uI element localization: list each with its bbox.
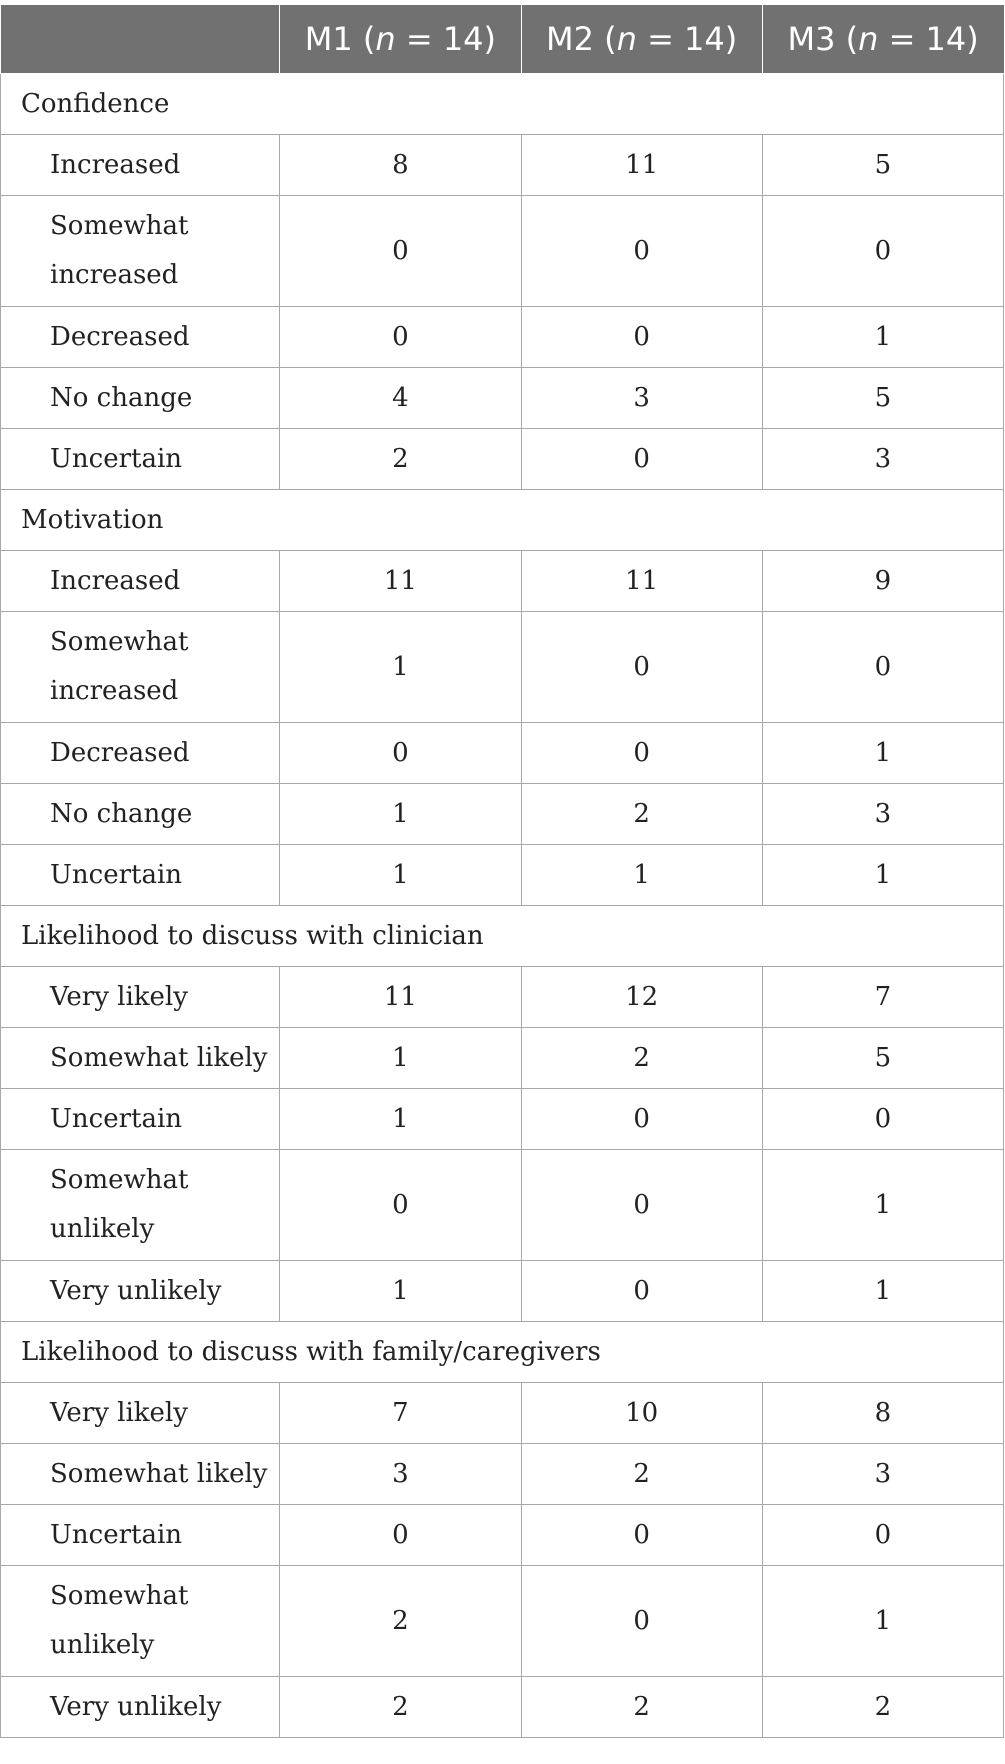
section-title: Confidence bbox=[1, 74, 1004, 135]
cell-m1: 2 bbox=[280, 429, 521, 490]
header-m2-n: n bbox=[616, 20, 637, 58]
row-label: Uncertain bbox=[1, 429, 280, 490]
header-row bbox=[1, 5, 1004, 74]
table-row bbox=[1, 612, 1004, 723]
row-label: Somewhat unlikely bbox=[1, 1150, 280, 1261]
table-row bbox=[1, 845, 1004, 906]
row-label: Very unlikely bbox=[1, 1677, 280, 1738]
table-row bbox=[1, 1383, 1004, 1444]
cell-m3: 7 bbox=[762, 967, 1003, 1028]
cell-m3: 5 bbox=[762, 368, 1003, 429]
table-row bbox=[1, 1677, 1004, 1738]
cell-m3: 3 bbox=[762, 1444, 1003, 1505]
cell-m3: 1 bbox=[762, 1566, 1003, 1677]
table-row bbox=[1, 135, 1004, 196]
header-blank-cell bbox=[1, 5, 280, 74]
row-label: Somewhat increased bbox=[1, 196, 280, 307]
header-m2-prefix: M2 ( bbox=[545, 20, 617, 58]
header-m1-suffix: = 14) bbox=[395, 20, 497, 58]
table-row bbox=[1, 967, 1004, 1028]
cell-m1: 0 bbox=[280, 723, 521, 784]
table-row bbox=[1, 368, 1004, 429]
cell-m2: 0 bbox=[521, 1089, 762, 1150]
cell-m3: 0 bbox=[762, 196, 1003, 307]
cell-m3: 1 bbox=[762, 845, 1003, 906]
header-m3-suffix: = 14) bbox=[878, 20, 979, 58]
table-row bbox=[1, 1261, 1004, 1322]
cell-m1: 11 bbox=[280, 551, 521, 612]
table-row bbox=[1, 307, 1004, 368]
row-label: Uncertain bbox=[1, 1089, 280, 1150]
header-m2 bbox=[521, 5, 762, 74]
cell-m2: 0 bbox=[521, 723, 762, 784]
header-m3-prefix: M3 ( bbox=[787, 20, 859, 58]
section-row-confidence bbox=[1, 74, 1004, 135]
cell-m2: 0 bbox=[521, 1505, 762, 1566]
table-row bbox=[1, 196, 1004, 307]
section-row-clinician bbox=[1, 906, 1004, 967]
cell-m1: 2 bbox=[280, 1566, 521, 1677]
cell-m3: 1 bbox=[762, 1261, 1003, 1322]
row-label: Uncertain bbox=[1, 845, 280, 906]
row-label: No change bbox=[1, 784, 280, 845]
cell-m2: 2 bbox=[521, 1444, 762, 1505]
cell-m2: 1 bbox=[521, 845, 762, 906]
cell-m1: 1 bbox=[280, 1261, 521, 1322]
cell-m1: 1 bbox=[280, 1028, 521, 1089]
table-row bbox=[1, 1028, 1004, 1089]
cell-m3: 3 bbox=[762, 429, 1003, 490]
cell-m1: 1 bbox=[280, 612, 521, 723]
cell-m3: 0 bbox=[762, 612, 1003, 723]
cell-m1: 1 bbox=[280, 845, 521, 906]
row-label: Somewhat unlikely bbox=[1, 1566, 280, 1677]
row-label: Decreased bbox=[1, 723, 280, 784]
cell-m1: 8 bbox=[280, 135, 521, 196]
section-title: Likelihood to discuss with family/caregivers bbox=[1, 1322, 1004, 1383]
cell-m3: 9 bbox=[762, 551, 1003, 612]
row-label: Increased bbox=[1, 135, 280, 196]
table-row bbox=[1, 723, 1004, 784]
cell-m3: 5 bbox=[762, 1028, 1003, 1089]
row-label: No change bbox=[1, 368, 280, 429]
row-label: Increased bbox=[1, 551, 280, 612]
table-row bbox=[1, 429, 1004, 490]
header-m1-n: n bbox=[375, 20, 396, 58]
cell-m3: 1 bbox=[762, 723, 1003, 784]
header-m3-n: n bbox=[858, 20, 879, 58]
section-title: Motivation bbox=[1, 490, 1004, 551]
cell-m2: 11 bbox=[521, 135, 762, 196]
cell-m3: 0 bbox=[762, 1505, 1003, 1566]
cell-m1: 3 bbox=[280, 1444, 521, 1505]
table-row bbox=[1, 551, 1004, 612]
table-row bbox=[1, 1505, 1004, 1566]
section-title: Likelihood to discuss with clinician bbox=[1, 906, 1004, 967]
cell-m2: 2 bbox=[521, 784, 762, 845]
cell-m2: 2 bbox=[521, 1028, 762, 1089]
table-row bbox=[1, 1566, 1004, 1677]
cell-m2: 0 bbox=[521, 612, 762, 723]
section-row-motivation bbox=[1, 490, 1004, 551]
table-row bbox=[1, 1150, 1004, 1261]
cell-m1: 1 bbox=[280, 784, 521, 845]
cell-m3: 0 bbox=[762, 1089, 1003, 1150]
cell-m1: 0 bbox=[280, 196, 521, 307]
cell-m2: 0 bbox=[521, 429, 762, 490]
header-m1 bbox=[280, 5, 521, 74]
row-label: Somewhat likely bbox=[1, 1444, 280, 1505]
row-label: Somewhat likely bbox=[1, 1028, 280, 1089]
table-row bbox=[1, 784, 1004, 845]
cell-m2: 2 bbox=[521, 1677, 762, 1738]
table-row bbox=[1, 1089, 1004, 1150]
cell-m2: 0 bbox=[521, 1566, 762, 1677]
row-label: Very likely bbox=[1, 967, 280, 1028]
row-label: Very likely bbox=[1, 1383, 280, 1444]
cell-m1: 2 bbox=[280, 1677, 521, 1738]
cell-m1: 11 bbox=[280, 967, 521, 1028]
cell-m1: 0 bbox=[280, 307, 521, 368]
cell-m1: 1 bbox=[280, 1089, 521, 1150]
cell-m2: 0 bbox=[521, 307, 762, 368]
cell-m1: 4 bbox=[280, 368, 521, 429]
cell-m2: 12 bbox=[521, 967, 762, 1028]
cell-m2: 11 bbox=[521, 551, 762, 612]
header-m2-suffix: = 14) bbox=[636, 20, 738, 58]
cell-m1: 7 bbox=[280, 1383, 521, 1444]
row-label: Decreased bbox=[1, 307, 280, 368]
cell-m2: 10 bbox=[521, 1383, 762, 1444]
header-m1-prefix: M1 ( bbox=[304, 20, 376, 58]
cell-m2: 3 bbox=[521, 368, 762, 429]
cell-m2: 0 bbox=[521, 196, 762, 307]
row-label: Uncertain bbox=[1, 1505, 280, 1566]
row-label: Very unlikely bbox=[1, 1261, 280, 1322]
cell-m3: 5 bbox=[762, 135, 1003, 196]
cell-m3: 1 bbox=[762, 307, 1003, 368]
section-row-family bbox=[1, 1322, 1004, 1383]
cell-m2: 0 bbox=[521, 1150, 762, 1261]
cell-m3: 3 bbox=[762, 784, 1003, 845]
results-table bbox=[0, 5, 1004, 1738]
table-row bbox=[1, 1444, 1004, 1505]
cell-m3: 1 bbox=[762, 1150, 1003, 1261]
cell-m2: 0 bbox=[521, 1261, 762, 1322]
cell-m3: 2 bbox=[762, 1677, 1003, 1738]
cell-m1: 0 bbox=[280, 1505, 521, 1566]
cell-m3: 8 bbox=[762, 1383, 1003, 1444]
row-label: Somewhat increased bbox=[1, 612, 280, 723]
cell-m1: 0 bbox=[280, 1150, 521, 1261]
header-m3 bbox=[762, 5, 1003, 74]
